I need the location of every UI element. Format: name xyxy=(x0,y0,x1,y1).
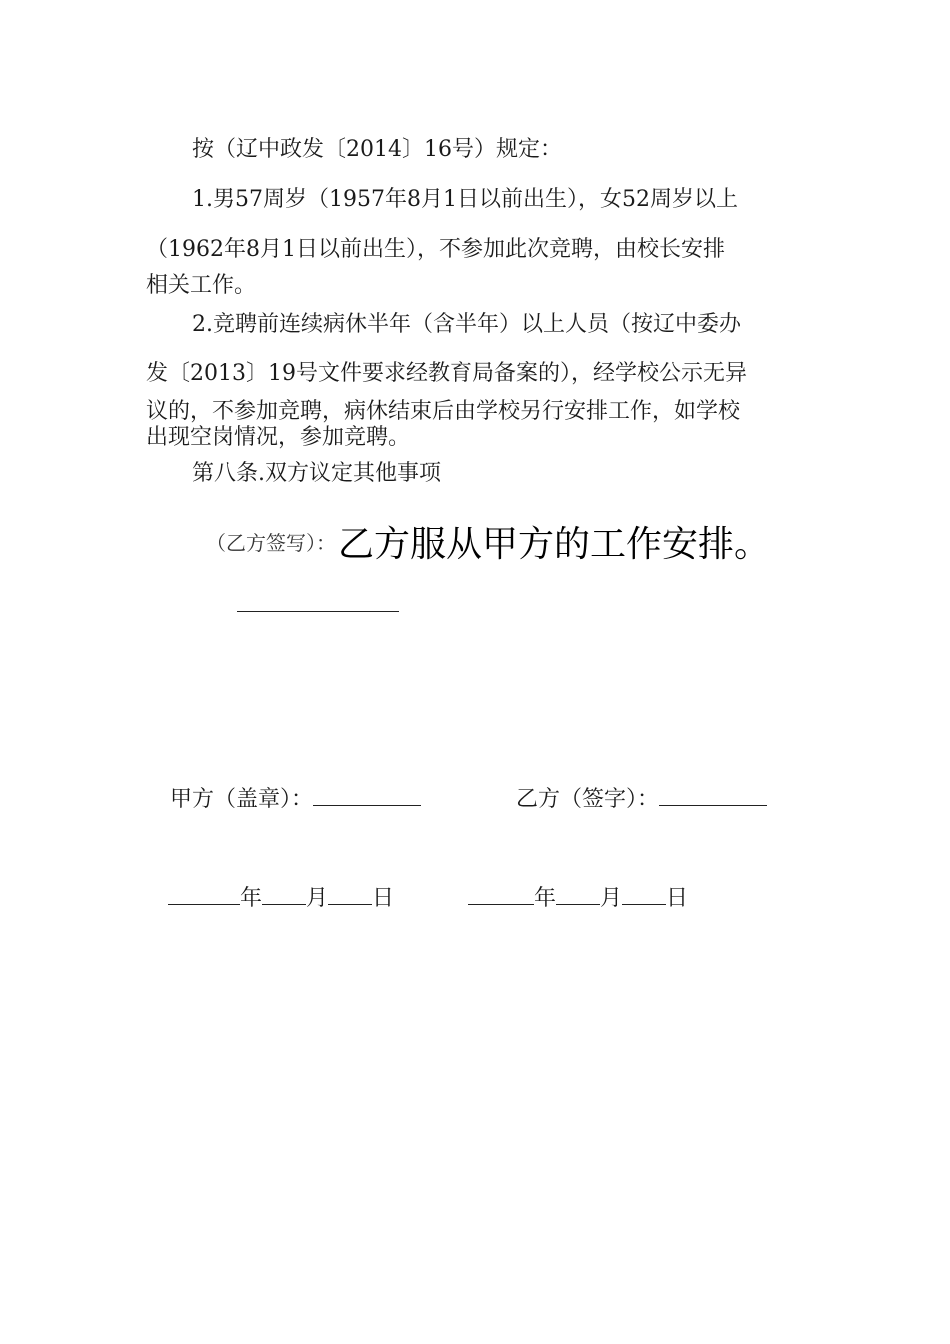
day-label: 日 xyxy=(666,886,689,911)
party-b-sign-blank[interactable] xyxy=(659,783,767,806)
clause-intro: 按（辽中政发〔2014〕16号）规定： xyxy=(192,137,562,162)
party-a-month-blank[interactable] xyxy=(262,882,306,905)
signature-underline xyxy=(237,611,399,612)
clause-item-2-line-1: 2.竞聘前连续病休半年（含半年）以上人员（按辽中委办 xyxy=(192,312,741,337)
clause-item-2-line-2: 发〔2013〕19号文件要求经教育局备案的），经学校公示无异 xyxy=(146,361,747,386)
party-b-month-blank[interactable] xyxy=(556,882,600,905)
year-label: 年 xyxy=(534,886,557,911)
month-label: 月 xyxy=(600,886,623,911)
party-b-day-blank[interactable] xyxy=(622,882,666,905)
party-a-day-blank[interactable] xyxy=(328,882,372,905)
clause-item-2-line-3: 议的，不参加竞聘，病休结束后由学校另行安排工作，如学校 xyxy=(146,399,741,424)
year-label: 年 xyxy=(240,886,263,911)
party-b-year-blank[interactable] xyxy=(468,882,534,905)
party-a-seal-field xyxy=(170,783,421,814)
clause-item-1-line-3: 相关工作。 xyxy=(146,273,257,298)
month-label: 月 xyxy=(306,886,329,911)
clause-item-1-line-1: 1.男57周岁（1957年8月1日以前出生），女52周岁以上 xyxy=(192,187,738,212)
written-statement-text: 乙方服从甲方的工作安排。 xyxy=(338,524,771,565)
party-b-written-statement xyxy=(206,516,770,567)
party-a-date xyxy=(168,882,394,913)
party-b-sign-field xyxy=(516,783,767,814)
party-a-year-blank[interactable] xyxy=(168,882,240,905)
party-b-label: 乙方（签字）： xyxy=(516,787,660,812)
clause-item-1-line-2: （1962年8月1日以前出生），不参加此次竞聘，由校长安排 xyxy=(146,237,725,262)
day-label: 日 xyxy=(372,886,395,911)
party-a-label: 甲方（盖章）： xyxy=(170,787,314,812)
party-a-seal-blank[interactable] xyxy=(313,783,421,806)
signature-label: （乙方签写）： xyxy=(206,531,336,555)
party-b-date xyxy=(468,882,688,913)
clause-item-2-line-4: 出现空岗情况，参加竞聘。 xyxy=(146,425,411,450)
article-eight-heading: 第八条.双方议定其他事项 xyxy=(192,461,441,486)
